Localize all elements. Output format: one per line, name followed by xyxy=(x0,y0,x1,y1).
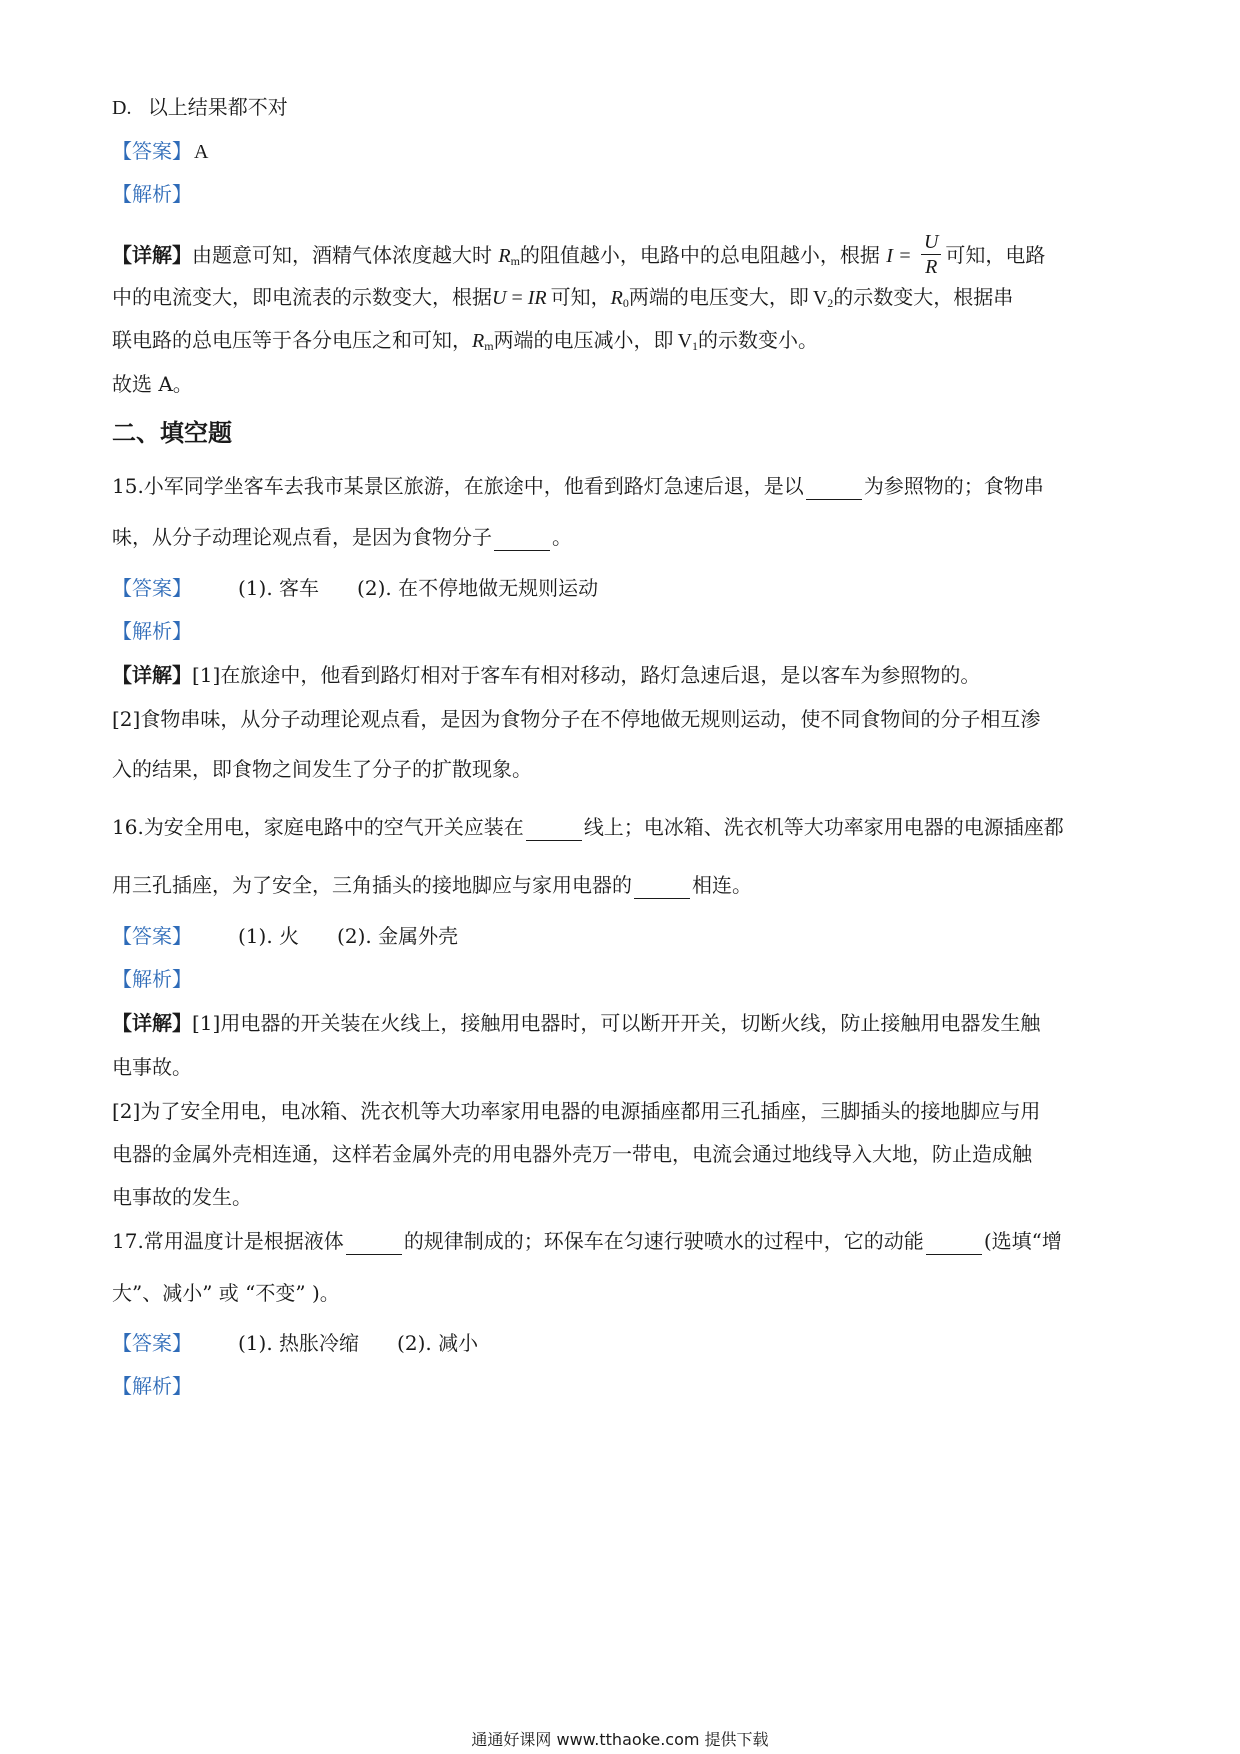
symbol-r: R xyxy=(498,245,511,267)
text-run: 中的电流变大，即电流表的示数变大，根据 xyxy=(112,285,492,309)
q15-stem-line-1 xyxy=(112,473,1132,500)
text-run: 可知，电路 xyxy=(945,243,1046,267)
q15-detail-line-1 xyxy=(112,662,1132,688)
answer-tag: 【答案】 xyxy=(112,139,192,163)
analysis-tag: 【解析】 xyxy=(112,967,192,991)
text-run: 两端的电压减小，即 xyxy=(493,328,674,352)
text-run: 的阻值越小，电路中的总电阻越小，根据 xyxy=(519,243,880,267)
analysis-tag: 【解析】 xyxy=(112,619,192,643)
q15-answer xyxy=(112,575,1132,601)
q14-answer xyxy=(112,138,1132,165)
symbol-v: V xyxy=(677,330,693,352)
detail-tag: 【详解】 xyxy=(112,1011,192,1035)
text-run: 。 xyxy=(552,525,572,549)
formula-i: I xyxy=(886,245,893,267)
analysis-tag: 【解析】 xyxy=(112,182,192,206)
text-run: 由题意可知，酒精气体浓度越大时 xyxy=(192,243,492,267)
text-run: 可知， xyxy=(550,285,611,309)
answer-blank xyxy=(806,473,862,500)
text-run: 联电路的总电压等于各分电压之和可知， xyxy=(112,328,472,352)
q15-detail-line-3: 入的结果，即食物之间发生了分子的扩散现象。 xyxy=(112,757,532,781)
q15-detail-line-2: [2]食物串味，从分子动理论观点看，是因为食物分子在不停地做无规则运动，使不同食物间的分子相互渗 xyxy=(112,707,1041,731)
answer-blank xyxy=(494,524,550,551)
answer-2: (2). 减小 xyxy=(397,1331,479,1355)
option-d-text: 以上结果都不对 xyxy=(147,95,288,119)
symbol-v2 xyxy=(813,287,833,309)
symbol-r: R xyxy=(610,287,623,309)
answer-1: (1). 火 xyxy=(238,924,300,948)
symbol-v1 xyxy=(678,330,698,352)
text-run: 为参照物的；食物串 xyxy=(863,474,1044,498)
answer-1: (1). 客车 xyxy=(238,576,320,600)
answer-tag: 【答案】 xyxy=(112,924,192,948)
q16-stem-line-2 xyxy=(112,872,1132,899)
q14-answer-value: A xyxy=(194,141,209,163)
q15-stem-line-2 xyxy=(112,524,1132,551)
answer-2: (2). 在不停地做无规则运动 xyxy=(357,576,599,600)
q17-stem-line-2: 大”、减小” 或 “不变” )。 xyxy=(112,1281,340,1305)
text-run: 的示数变大，根据串 xyxy=(833,285,1014,309)
subscript: m xyxy=(484,339,494,353)
answer-blank xyxy=(634,872,690,899)
answer-blank xyxy=(926,1228,982,1255)
text-run: 16.为安全用电，家庭电路中的空气开关应装在 xyxy=(112,815,524,839)
answer-blank xyxy=(526,814,582,841)
subscript: m xyxy=(510,254,520,268)
formula-eq: = xyxy=(899,245,911,267)
q16-analysis xyxy=(112,966,1132,992)
q16-detail-line-5: 电事故的发生。 xyxy=(112,1185,252,1209)
answer-1: (1). 热胀冷缩 xyxy=(238,1331,360,1355)
text-run: 17.常用温度计是根据液体 xyxy=(112,1229,344,1253)
q16-detail-line-4: 电器的金属外壳相连通，这样若金属外壳的用电器外壳万一带电，电流会通过地线导入大地，防止造成触 xyxy=(112,1142,1032,1166)
answer-blank xyxy=(346,1228,402,1255)
fraction-u-over-r xyxy=(921,230,941,279)
formula-ir: IR xyxy=(527,287,547,309)
text-run: [1]在旅途中，他看到路灯相对于客车有相对移动，路灯急速后退，是以客车为参照物的。 xyxy=(192,663,981,687)
option-d xyxy=(112,94,1132,121)
section-title: 二、填空题 xyxy=(112,418,232,447)
answer-tag: 【答案】 xyxy=(112,576,192,600)
text-run: 线上；电冰箱、洗衣机等大功率家用电器的电源插座都 xyxy=(583,815,1064,839)
subscript: 2 xyxy=(827,296,834,310)
detail-tag: 【详解】 xyxy=(112,243,192,267)
q14-conclusion: 故选 A。 xyxy=(112,372,193,396)
text-run: [1]用电器的开关装在火线上，接触用电器时，可以断开开关，切断火线，防止接触用电器发生触 xyxy=(192,1011,1041,1035)
text-run: 的规律制成的；环保车在匀速行驶喷水的过程中，它的动能 xyxy=(403,1229,924,1253)
symbol-rm xyxy=(498,245,520,267)
q17-stem-line-1 xyxy=(112,1228,1132,1255)
q14-detail-line-1 xyxy=(112,232,1132,281)
q14-analysis xyxy=(112,181,1132,207)
page-footer: 通通好课网 www.tthaoke.com 提供下载 xyxy=(471,1730,769,1749)
q16-detail-line-2: 电事故。 xyxy=(112,1055,192,1079)
q16-answer xyxy=(112,923,1132,949)
text-run: 相连。 xyxy=(692,873,752,897)
answer-tag: 【答案】 xyxy=(112,1331,192,1355)
subscript: 1 xyxy=(692,339,699,353)
symbol-r0 xyxy=(611,287,629,309)
symbol-v: V xyxy=(812,287,828,309)
q16-stem-line-1 xyxy=(112,814,1132,841)
formula-eq: = xyxy=(511,287,523,309)
subscript: 0 xyxy=(622,296,629,310)
fraction-numerator: U xyxy=(921,230,941,255)
option-d-label: D. xyxy=(112,97,132,119)
q17-analysis xyxy=(112,1373,1132,1399)
text-run: 两端的电压变大，即 xyxy=(628,285,809,309)
formula-u: U xyxy=(492,287,507,309)
q16-detail-line-1 xyxy=(112,1010,1132,1036)
q14-detail-line-2 xyxy=(112,284,1132,311)
text-run: 用三孔插座，为了安全，三角插头的接地脚应与家用电器的 xyxy=(112,873,632,897)
q15-analysis xyxy=(112,618,1132,644)
text-run: (选填“增 xyxy=(983,1229,1062,1253)
detail-tag: 【详解】 xyxy=(112,663,192,687)
answer-2: (2). 金属外壳 xyxy=(337,924,459,948)
q17-answer xyxy=(112,1330,1132,1356)
text-run: 味，从分子动理论观点看，是因为食物分子 xyxy=(112,525,492,549)
q14-detail-line-3 xyxy=(112,327,1132,354)
analysis-tag: 【解析】 xyxy=(112,1374,192,1398)
symbol-rm xyxy=(472,330,494,352)
text-run: 的示数变小。 xyxy=(698,328,819,352)
q16-detail-line-3: [2]为了安全用电，电冰箱、洗衣机等大功率家用电器的电源插座都用三孔插座，三脚插头的接地脚应与用 xyxy=(112,1099,1041,1123)
symbol-r: R xyxy=(472,330,485,352)
fraction-denominator: R xyxy=(925,256,938,278)
text-run: 15.小军同学坐客车去我市某景区旅游，在旅途中，他看到路灯急速后退，是以 xyxy=(112,474,804,498)
